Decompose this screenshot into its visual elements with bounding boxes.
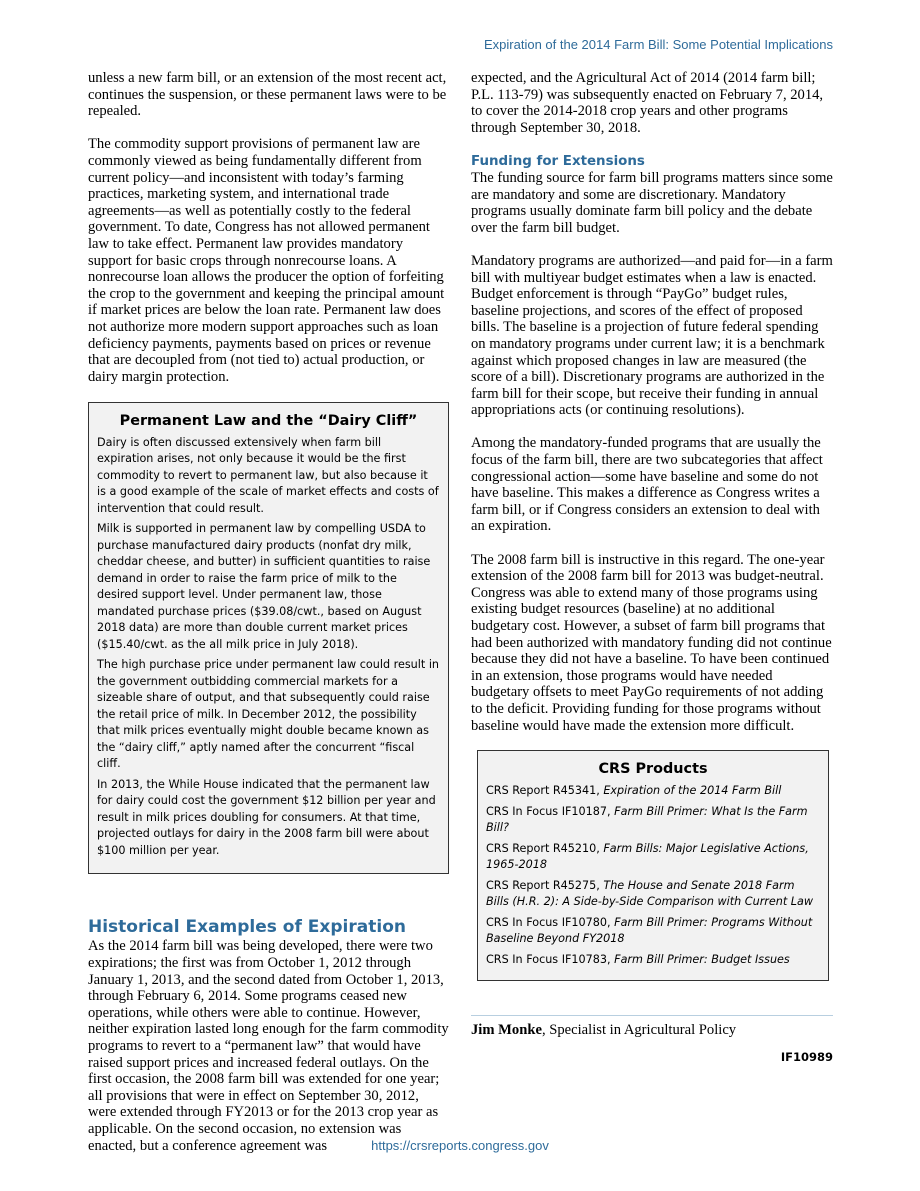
author-name: Jim Monke <box>471 1022 542 1039</box>
dairy-box-title: Permanent Law and the “Dairy Cliff” <box>119 412 418 429</box>
dairy-box-paragraph: Milk is supported in permanent law by compelling USDA to purchase manufactured dairy products (nonfat dry milk, cheddar cheese, and butter) in sufficient quantities to raise demand in order to raise the farm price of milk to the desired support level. Under permanent law, those mandated purchase prices ($39.08/cwt., based on August 2018 data) are more than double current market prices ($15.40/cwt. as the all milk price in July 2018). <box>97 522 431 651</box>
crs-box-title: CRS Products <box>598 761 708 778</box>
crs-product-title: Farm Bill Primer: What Is the Farm Bill? <box>486 804 808 835</box>
author-title: , Specialist in Agricultural Policy <box>541 1022 737 1039</box>
crs-product-prefix: CRS In Focus IF10780, <box>486 915 615 929</box>
dairy-cliff-box <box>88 402 449 875</box>
dairy-box-paragraph: Dairy is often discussed extensively when farm bill expiration arises, not only because it would be the first commodity to revert to permanent law, but also because it is a good example of the scale of market effects and costs of intervention that could result. <box>97 435 439 515</box>
crs-product-title: Farm Bill Primer: Programs Without Baseline Beyond FY2018 <box>486 915 813 946</box>
running-header: Expiration of the 2014 Farm Bill: Some Potential Implications <box>483 37 833 52</box>
crs-product-title: Farm Bill Primer: Budget Issues <box>614 952 790 966</box>
crs-product-title: The House and Senate 2018 Farm Bills (H.R. 2): A Side-by-Side Comparison with Current Law <box>486 878 814 909</box>
subheading-funding: Funding for Extensions <box>471 153 645 169</box>
right-paragraph-1: expected, and the Agricultural Act of 2014 (2014 farm bill; P.L. 113-79) was subsequently enacted on February 7, 2014, to cover the 2014-2018 crop years and other programs through September 30, 2018. <box>471 70 824 136</box>
crs-product-prefix: CRS Report R45275, <box>486 878 604 892</box>
crs-product-item[interactable] <box>486 952 820 969</box>
footer-url-link[interactable]: https://crsreports.congress.gov <box>371 1138 549 1153</box>
author-line <box>471 1022 833 1039</box>
left-paragraph-1: unless a new farm bill, or an extension of the most recent act, continues the suspension, or these permanent laws were to be repealed. <box>88 70 447 120</box>
crs-product-title: Expiration of the 2014 Farm Bill <box>603 784 782 798</box>
crs-products-box <box>477 750 829 981</box>
section-heading-historical: Historical Examples of Expiration <box>88 917 406 938</box>
right-paragraph-3: Mandatory programs are authorized—and paid for—in a farm bill with multiyear budget estimates when a law is enacted. Budget enforcement is through “PayGo” budget rules, baseline projections, and scores of the effect of proposed bills. The baseline is a projection of future federal spending on mandatory programs under current law; it is a benchmark against which proposed changes in law are measured (the score of a bill). Discretionary programs are authorized in the farm bill for their scope, but receive their funding in annual appropriations acts (or continuing resolutions). <box>471 252 833 419</box>
dairy-box-paragraph: In 2013, the While House indicated that the permanent law for dairy could cost the government $12 billion per year and result in milk prices doubling for consumers. At that time, projected outlays for dairy in the 2008 farm bill were about $100 million per year. <box>97 777 436 857</box>
report-id: IF10989 <box>780 1049 833 1064</box>
right-paragraph-4: Among the mandatory-funded programs that are usually the focus of the farm bill, there are two subcategories that affect congressional action—some have baseline and some do not have baseline. This makes a difference as Congress writes a farm bill, or if Congress considers an extension to deal with an expiration. <box>471 435 823 535</box>
crs-product-prefix: CRS Report R45341, <box>486 784 604 798</box>
crs-product-item[interactable] <box>486 878 820 911</box>
dairy-box-paragraph: The high purchase price under permanent law could result in the government outbidding commercial markets for a sizeable share of output, and that subsequently could raise the retail price of milk. In December 2012, the possibility that milk prices eventually might double became known as the “dairy cliff,” aptly named after the concurrent “fiscal cliff. <box>97 658 440 771</box>
right-paragraph-2: The funding source for farm bill programs matters since some are mandatory and some are discretionary. Mandatory programs usually dominate farm bill policy and the debate over the farm bill budget. <box>471 169 833 236</box>
crs-product-item[interactable] <box>486 783 820 800</box>
crs-product-item[interactable] <box>486 915 820 948</box>
crs-product-title: Farm Bills: Major Legislative Actions, 1965-2018 <box>486 841 809 872</box>
left-column <box>88 70 450 1171</box>
crs-product-item[interactable] <box>486 841 820 874</box>
author-divider <box>471 1015 833 1016</box>
crs-product-prefix: CRS In Focus IF10187, <box>486 804 615 818</box>
crs-product-prefix: CRS Report R45210, <box>486 841 604 855</box>
left-paragraph-3: As the 2014 farm bill was being developed, there were two expirations; the first was from October 1, 2012 through January 1, 2013, and the second dated from October 1, 2013, through February 6, 2014. Some programs ceased new operations, while others were able to continue. However, neither expiration lasted long enough for the farm commodity programs to revert to a “permanent law” that would have raised support prices and increased federal outlays. On the first occasion, the 2008 farm bill was extended for one year; all provisions that were in effect on September 30, 2012, were extended through FY2013 or for the 2013 crop year as applicable. On the second occasion, no extension was enacted, but a conference agreement was <box>88 938 449 1154</box>
right-paragraph-5: The 2008 farm bill is instructive in this regard. The one-year extension of the 2008 farm bill for 2013 was budget-neutral. Congress was able to extend many of those programs using existing budget resources (baseline) at no additional budgetary cost. However, a subset of farm bill programs that had been authorized with mandatory funding did not continue because they did not have a baseline. To have been continued in an extension, those programs would have needed budgetary offsets to meet PayGo requirements of not adding to the deficit. Providing funding for those programs without baseline would have made the extension more difficult. <box>471 551 832 734</box>
crs-product-item[interactable] <box>486 804 820 837</box>
left-paragraph-2: The commodity support provisions of permanent law are commonly viewed as being fundamentally different from current policy—and inconsistent with today’s farming practices, marketing system, and international trade agreements—as well as potentially costly to the federal government. To date, Congress has not allowed permanent law to take effect. Permanent law provides mandatory support for basic crops through nonrecourse loans. A nonrecourse loan allows the producer the option of forfeiting the crop to the government and keeping the principal amount if market prices are below the loan rate. Permanent law does not authorize more modern support approaches such as loan deficiency payments, payments based on prices or revenue that are decoupled from (not tied to) actual production, or dairy margin protection. <box>88 136 445 385</box>
crs-product-prefix: CRS In Focus IF10783, <box>486 952 615 966</box>
right-column <box>471 70 833 1065</box>
